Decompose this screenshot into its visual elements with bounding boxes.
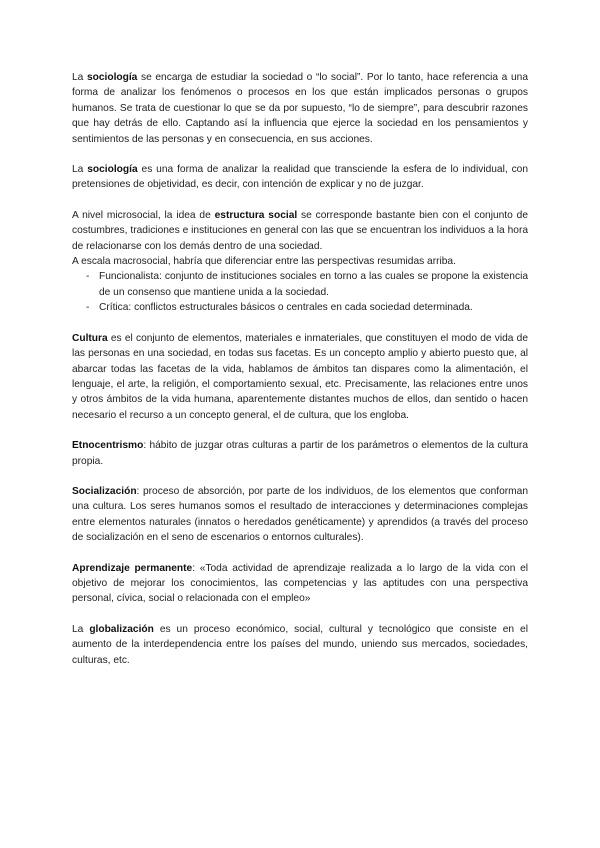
dash-bullet: - — [86, 302, 90, 314]
list-item — [86, 269, 528, 300]
paragraph-socializacion — [72, 484, 528, 546]
text: La — [72, 623, 90, 635]
paragraph-estructura-social — [72, 208, 528, 254]
paragraph-sociologia-analysis — [72, 162, 528, 193]
paragraph-globalizacion — [72, 622, 528, 668]
dash-bullet: - — [86, 271, 90, 283]
text: se encarga de estudiar la sociedad o “lo social”. Por lo tanto, hace referencia a una forma de analizar los fenómenos o procesos en los que están implicados personas o grupos humanos. Se trata de cuestionar lo que se da por supuesto, “lo de siempre”, para descubrir razones que hay detrás de ello. Captando así la influencia que ejerce la sociedad en los pensamientos y sentimientos de las personas y en consecuencia, en sus acciones. — [72, 72, 528, 145]
paragraph-aprendizaje-permanente — [72, 561, 528, 607]
text: La — [72, 164, 88, 176]
perspectives-list — [72, 269, 528, 315]
term-sociologia: sociología — [86, 72, 138, 83]
text: A nivel microsocial, la idea de — [72, 209, 215, 221]
text: : «Toda actividad de aprendizaje realizada a lo largo de la vida con el objetivo de mejorar los conocimientos, las competencias y las aptitudes con una perspectiva personal, cívica, social o relacionada con el empleo» — [72, 562, 528, 605]
list-item — [86, 300, 528, 315]
term-socializacion: Socialización — [72, 485, 137, 497]
term-globalizacion: globalización — [89, 623, 154, 635]
text: es el conjunto de elementos, materiales e inmateriales, que constituyen el modo de vida de las personas en una sociedad, en todas sus facetas. Es un concepto amplio y abierto puesto que, al abarcar todas las facetas de la vida, hablamos de ámbitos tan dispares como la alimentación, el lenguaje, el arte, la religión, el comportamiento sexual, etc. Precisamente, las relaciones entre unos y otros ámbitos de la vida humana, aparentemente distantes muchos de ellos, dan sentido o hacen necesario el recurso a un concepto general, el de cultura, que los engloba. — [72, 332, 528, 421]
text: se corresponde bastante bien con el conjunto de costumbres, tradiciones e instituciones en general con las que se encuentran los individuos a la hora de relacionarse con los demás dentro de una sociedad. — [72, 209, 528, 252]
text: es una forma de analizar la realidad que transciende la esfera de lo individual, con pretensiones de objetividad, es decir, con intención de explicar y no de juzgar. — [72, 164, 528, 191]
paragraph-sociologia-definition — [72, 70, 528, 147]
term-etnocentrismo: Etnocentrismo — [72, 440, 144, 452]
section-estructura-social — [72, 208, 528, 316]
text: : hábito de juzgar otras culturas a partir de los parámetros o elementos de la cultura propia. — [72, 440, 528, 467]
paragraph-etnocentrismo — [72, 438, 528, 469]
term-sociologia: sociología — [87, 164, 138, 176]
term-cultura: Cultura — [72, 332, 108, 344]
list-item-text: Crítica: conflictos estructurales básicos o centrales en cada sociedad determinada. — [99, 302, 473, 314]
document-page — [72, 70, 528, 668]
text: : proceso de absorción, por parte de los individuos, de los elementos que conforman una cultura. Los seres humanos somos el resultado de interacciones y determinaciones complejas entre elementos naturales (innatos o heredados genéticamente) y aprendidos (a través del proceso de socialización en el seno de escenarios o entornos culturales). — [72, 485, 528, 544]
text: La — [72, 72, 87, 83]
list-item-text: Funcionalista: conjunto de instituciones sociales en torno a las cuales se propone la existencia de un consenso que mantiene unida a la sociedad. — [99, 271, 528, 298]
paragraph-escala-macrosocial: A escala macrosocial, habría que diferenciar entre las perspectivas resumidas arriba. — [72, 256, 456, 268]
paragraph-cultura — [72, 331, 528, 423]
term-aprendizaje-permanente: Aprendizaje permanente — [72, 562, 193, 574]
text: es un proceso económico, social, cultural y tecnológico que consiste en el aumento de la interdependencia entre los países del mundo, uniendo sus mercados, sociedades, culturas, etc. — [72, 623, 528, 666]
term-estructura-social: estructura social — [214, 209, 298, 221]
